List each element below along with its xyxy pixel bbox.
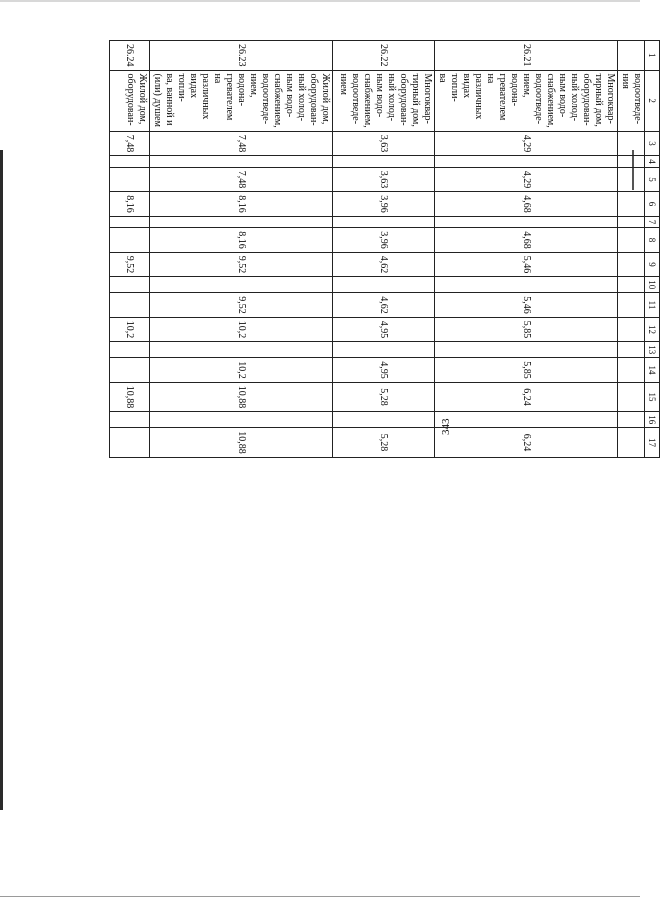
column-number-4: 4	[645, 156, 660, 168]
value-cell: 10,88	[110, 382, 150, 412]
value-cell: 4,29	[435, 131, 618, 156]
column-number-11: 11	[645, 293, 660, 318]
value-cell	[618, 167, 645, 192]
value-cell: 3,63	[333, 131, 435, 156]
column-number-9: 9	[645, 252, 660, 277]
value-cell: 4,29	[435, 167, 618, 192]
row-code-cell: 26.23	[150, 41, 333, 71]
value-cell: 9,52	[110, 252, 150, 277]
value-cell: 10,88	[150, 428, 333, 458]
value-cell	[110, 156, 150, 168]
value-cell	[618, 342, 645, 358]
value-cell	[618, 252, 645, 277]
column-number-5: 5	[645, 167, 660, 192]
column-number-13: 13	[645, 342, 660, 358]
rotated-table-sheet	[109, 40, 660, 458]
value-cell	[618, 192, 645, 217]
scan-edge-top	[0, 0, 640, 2]
description-cell: Жилой дом, оборудован- ный холод- ным водо- снабжением, водоотведе- нием, водона- гревателем на различных видах топли- ва, ванной и (или) душем	[150, 70, 333, 131]
value-cell: 4,68	[435, 228, 618, 253]
value-cell: 3,96	[333, 192, 435, 217]
value-cell	[618, 131, 645, 156]
description-cell: водоотведе- ния	[618, 70, 645, 131]
value-cell: 7,48	[110, 131, 150, 156]
value-cell: 4,62	[333, 293, 435, 318]
row-code-cell	[618, 41, 645, 71]
value-cell	[435, 156, 618, 168]
value-cell	[150, 216, 333, 228]
value-cell	[110, 228, 150, 253]
value-cell	[618, 317, 645, 342]
value-cell: 5,28	[333, 428, 435, 458]
table-row	[333, 41, 435, 458]
value-cell	[333, 412, 435, 428]
column-number-2: 2	[645, 70, 660, 131]
value-cell	[618, 382, 645, 412]
value-cell: 5,85	[435, 317, 618, 342]
value-cell: 6,24	[435, 382, 618, 412]
value-cell: 5,28	[333, 382, 435, 412]
value-cell: 4,62	[333, 252, 435, 277]
scan-edge-left	[0, 150, 3, 810]
value-cell: 8,16	[110, 192, 150, 217]
row-code-cell: 26.22	[333, 41, 435, 71]
description-cell: Многоквар- тирный дом, оборудован- ный холод- ным водо- снабжением, водоотведе- нием, водона- гревателем на различных видах топли- ва	[435, 70, 618, 131]
table-row	[110, 41, 150, 458]
value-cell: 6,24	[435, 428, 618, 458]
value-cell	[333, 216, 435, 228]
column-number-7: 7	[645, 216, 660, 228]
value-cell	[435, 216, 618, 228]
value-cell	[110, 216, 150, 228]
value-cell	[618, 228, 645, 253]
value-cell	[618, 156, 645, 168]
value-cell	[110, 358, 150, 383]
value-cell: 5,85	[435, 358, 618, 383]
value-cell	[150, 412, 333, 428]
value-cell	[618, 412, 645, 428]
value-cell: 4,95	[333, 317, 435, 342]
value-cell	[435, 342, 618, 358]
column-number-row	[645, 41, 660, 458]
description-cell: Жилой дом, оборудован-	[110, 70, 150, 131]
value-cell	[618, 428, 645, 458]
value-cell: 3,63	[333, 167, 435, 192]
value-cell	[333, 156, 435, 168]
column-number-6: 6	[645, 192, 660, 217]
value-cell	[618, 293, 645, 318]
column-number-3: 3	[645, 131, 660, 156]
value-cell: 10,2	[110, 317, 150, 342]
value-cell: 10,2	[150, 317, 333, 342]
value-cell	[110, 167, 150, 192]
value-cell	[110, 277, 150, 293]
value-cell	[150, 277, 333, 293]
value-cell: 10,88	[150, 382, 333, 412]
column-number-12: 12	[645, 317, 660, 342]
table-row	[150, 41, 333, 458]
value-cell	[110, 293, 150, 318]
value-cell: 8,16	[150, 228, 333, 253]
value-cell	[618, 358, 645, 383]
footer-line	[0, 896, 640, 897]
value-cell	[435, 412, 618, 428]
table-body	[110, 41, 645, 458]
row-code-cell: 26.21	[435, 41, 618, 71]
value-cell: 9,52	[150, 293, 333, 318]
value-cell: 3,96	[333, 228, 435, 253]
description-cell: Многоквар- тирный дом, оборудован- ный холод- ным водо- снабжением, водоотведе- нием	[333, 70, 435, 131]
column-number-1: 1	[645, 41, 660, 71]
value-cell: 9,52	[150, 252, 333, 277]
value-cell	[333, 342, 435, 358]
value-cell	[110, 428, 150, 458]
value-cell	[150, 342, 333, 358]
value-cell: 5,46	[435, 252, 618, 277]
column-number-10: 10	[645, 277, 660, 293]
column-number-14: 14	[645, 358, 660, 383]
row-code-cell: 26.24	[110, 41, 150, 71]
column-number-15: 15	[645, 382, 660, 412]
value-cell	[150, 156, 333, 168]
tariff-table	[109, 40, 660, 458]
value-cell	[110, 412, 150, 428]
value-cell	[618, 216, 645, 228]
value-cell	[618, 277, 645, 293]
value-cell: 8,16	[150, 192, 333, 217]
value-cell: 7,48	[150, 167, 333, 192]
value-cell: 7,48	[150, 131, 333, 156]
value-cell: 4,68	[435, 192, 618, 217]
value-cell	[333, 277, 435, 293]
table-row	[435, 41, 618, 458]
value-cell	[110, 342, 150, 358]
value-cell: 4,95	[333, 358, 435, 383]
value-cell: 5,46	[435, 293, 618, 318]
table-row	[618, 41, 645, 458]
column-number-8: 8	[645, 228, 660, 253]
page-number: 343	[440, 418, 452, 435]
value-cell: 10,2	[150, 358, 333, 383]
column-number-17: 17	[645, 428, 660, 458]
value-cell	[435, 277, 618, 293]
column-number-16: 16	[645, 412, 660, 428]
